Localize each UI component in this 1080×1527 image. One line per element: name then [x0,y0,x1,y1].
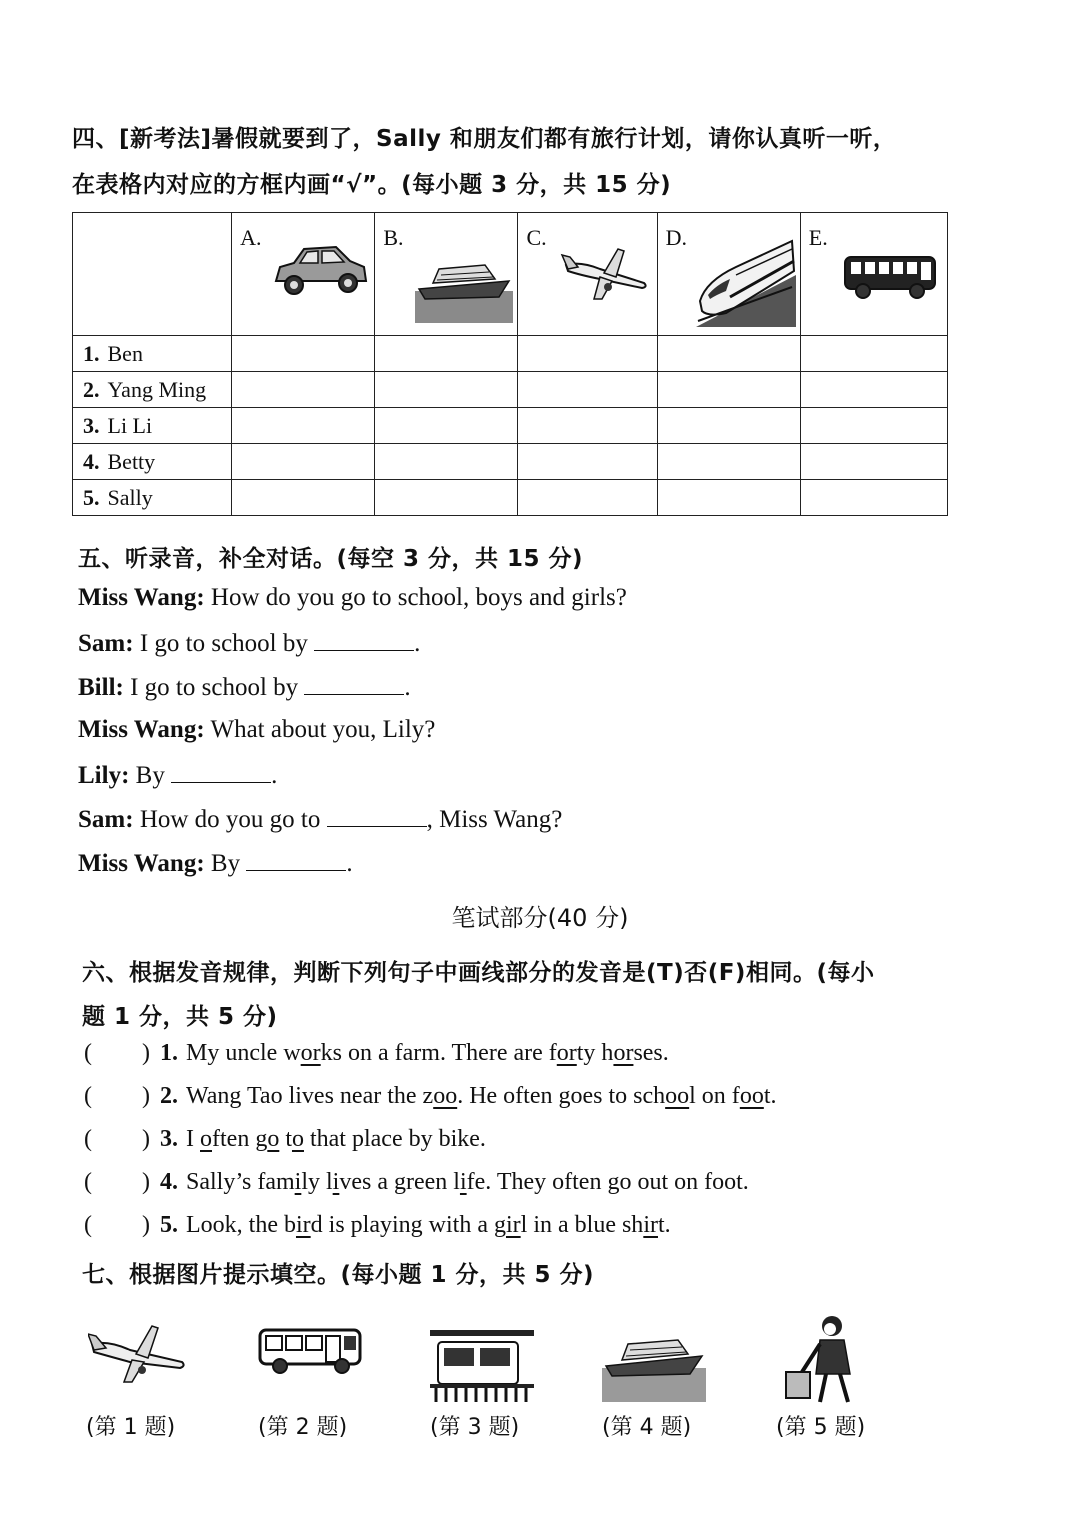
caption-2: (第 2 题) [258,1415,348,1440]
judge-item: ( ) 1. My uncle works on a farm. There are forty horses. [84,1040,669,1066]
table-corner-cell [73,213,232,336]
caption-1: (第 1 题) [86,1415,176,1440]
dialog-line [78,584,627,612]
option-d-letter: D. [665,225,688,250]
bus-icon [258,1328,362,1374]
answer-box[interactable] [232,372,375,408]
speaker: Miss Wang: [78,584,205,611]
answer-box[interactable] [657,336,800,372]
answer-box[interactable] [375,444,518,480]
answer-box[interactable] [657,408,800,444]
answer-box[interactable] [232,408,375,444]
written-part-title: 笔试部分(40 分) [451,904,629,932]
speaker: Sam: [78,630,134,657]
answer-box[interactable] [518,336,657,372]
option-d-cell [657,213,800,336]
dialog-line: Sam: I go to school by . [78,630,421,657]
answer-box[interactable] [375,336,518,372]
speaker: Miss Wang: [78,850,205,877]
section6-title-line2: 题 1 分，共 5 分) [82,1004,278,1030]
answer-box[interactable] [518,480,657,516]
answer-box[interactable] [518,444,657,480]
answer-box[interactable] [800,372,947,408]
table-row [73,444,948,480]
answer-box[interactable] [800,408,947,444]
section5-title: 五、听录音，补全对话。(每空 3 分，共 15 分) [78,546,584,572]
row-label: 5. Sally [73,480,232,516]
option-e-cell [800,213,947,336]
dialog-text: I go to school by [139,630,308,657]
judge-item: ( ) 4. Sally’s family lives a green life. They often go out on foot. [84,1169,749,1195]
option-b-cell [375,213,518,336]
caption-5: (第 5 题) [776,1415,866,1440]
walking-girl-icon [782,1314,872,1404]
answer-box[interactable] [657,480,800,516]
plane-icon-a [560,243,650,303]
plane-icon [88,1322,188,1384]
dialog-text: How do you go to school, boys and girls? [210,584,627,611]
option-a-letter: A. [240,225,262,250]
judge-item: ( ) 3. I often go to that place by bike. [84,1126,486,1152]
row-label: 3. Li Li [73,408,232,444]
ship-icon-2 [602,1330,706,1402]
judge-item: ( ) 2. Wang Tao lives near the zoo. He often goes to school on foot. [84,1083,777,1109]
row-label: 4. Betty [73,444,232,480]
bus-icon-a [843,253,937,301]
subway-icon [430,1330,534,1402]
option-a-cell [232,213,375,336]
answer-blank[interactable] [304,672,404,695]
dialog-text: How do you go to [139,806,321,833]
dialog-line: Lily: By . [78,762,278,789]
answer-box[interactable] [800,444,947,480]
dialog-line [78,716,435,744]
judge-item: ( ) 5. Look, the bird is playing with a girl in a blue shirt. [84,1212,671,1238]
option-b-letter: B. [383,225,404,250]
speaker: Sam: [78,806,134,833]
answer-box[interactable] [518,372,657,408]
answer-box[interactable] [800,480,947,516]
answer-blank[interactable] [171,760,271,783]
caption-4: (第 4 题) [602,1415,692,1440]
row-label: 2. Yang Ming [73,372,232,408]
caption-3: (第 3 题) [430,1415,520,1440]
answer-box[interactable] [232,480,375,516]
car-icon [270,241,370,303]
option-c-cell [518,213,657,336]
table-row [73,408,948,444]
option-c-letter: C. [526,225,547,250]
train-icon [696,235,796,327]
answer-box[interactable] [657,444,800,480]
answer-blank[interactable] [327,804,427,827]
dialog-text: By [135,762,165,789]
section6-title-line1: 六、根据发音规律，判断下列句子中画线部分的发音是(T)否(F)相同。(每小 [82,960,875,986]
dialog-text: What about you, Lily? [210,716,436,743]
dialog-text: I go to school by [130,674,299,701]
ship-icon [415,253,513,323]
table-row [73,336,948,372]
answer-box[interactable] [657,372,800,408]
section4-title-line2: 在表格内对应的方框内画“√”。(每小题 3 分，共 15 分) [72,172,672,198]
answer-box[interactable] [232,336,375,372]
answer-box[interactable] [518,408,657,444]
answer-box[interactable] [375,372,518,408]
answer-box[interactable] [232,444,375,480]
section4-title-line1: 四、[新考法]暑假就要到了，Sally 和朋友们都有旅行计划，请你认真听一听， [72,126,897,152]
section7-title: 七、根据图片提示填空。(每小题 1 分，共 5 分) [82,1262,595,1288]
speaker: Bill: [78,674,124,701]
answer-blank[interactable] [314,628,414,651]
speaker: Lily: [78,762,130,789]
speaker: Miss Wang: [78,716,205,743]
answer-box[interactable] [800,336,947,372]
table-row [73,372,948,408]
row-label: 1. Ben [73,336,232,372]
answer-box[interactable] [375,408,518,444]
dialog-line: Sam: How do you go to , Miss Wang? [78,806,563,833]
dialog-text: By [210,850,241,877]
answer-blank[interactable] [246,848,346,871]
option-e-letter: E. [808,225,828,250]
dialog-line: Miss Wang: By . [78,850,353,877]
dialog-line: Bill: I go to school by . [78,674,411,701]
travel-plan-table [72,212,948,516]
table-row [73,480,948,516]
answer-box[interactable] [375,480,518,516]
